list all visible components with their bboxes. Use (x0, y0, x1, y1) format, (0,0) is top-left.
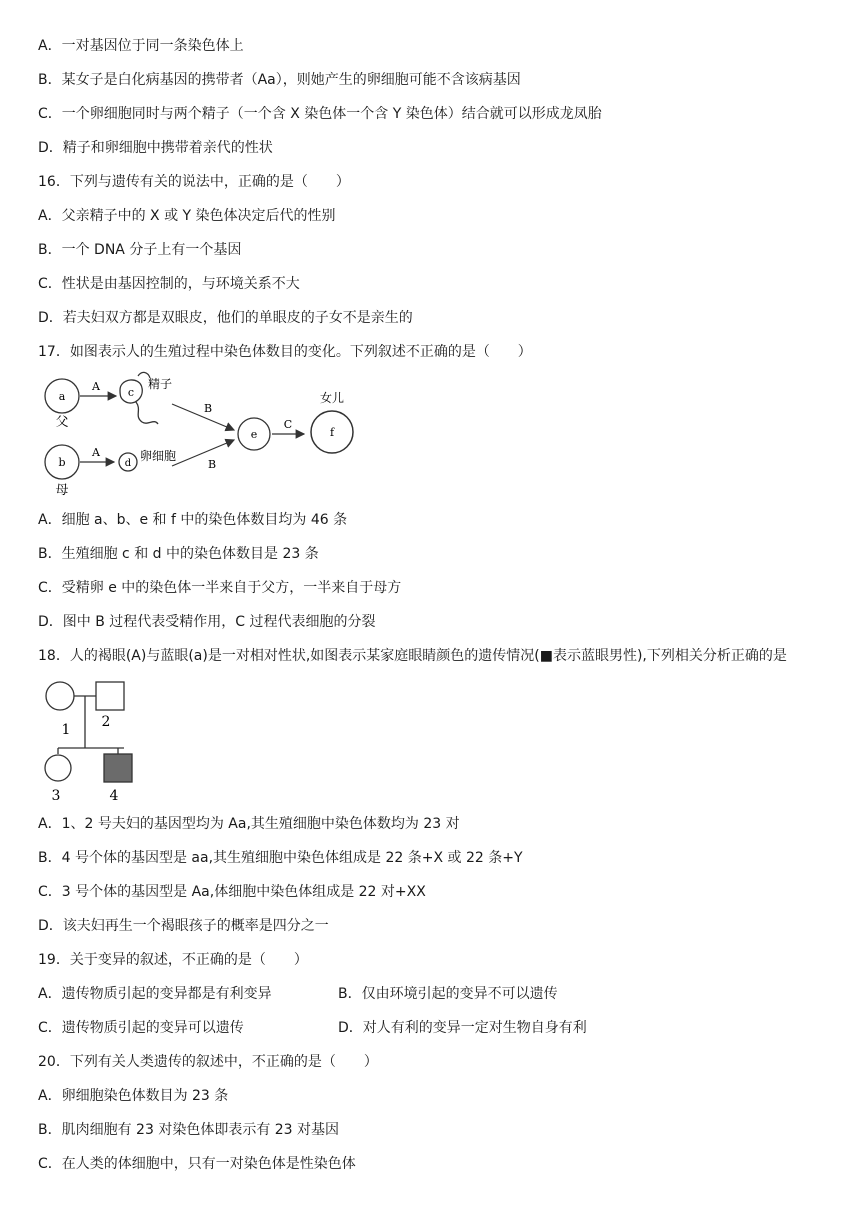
process-b-top: B (203, 402, 213, 415)
q18-stem: 18．人的褐眼(A)与蓝眼(a)是一对相对性状,如图表示某家庭眼睛颜色的遗传情况(■表示蓝眼男性),下列相关分析正确的是 (38, 648, 787, 664)
q19-option-d: D．对人有利的变异一定对生物自身有利 (338, 1020, 587, 1036)
mother-label: 母 (55, 483, 69, 498)
cell-c-label: c (127, 386, 135, 399)
q19-option-a: A．遗传物质引起的变异都是有利变异 (38, 986, 272, 1002)
q16-option-d: D．若夫妇双方都是双眼皮，他们的单眼皮的子女不是亲生的 (38, 310, 413, 326)
individual-4-label: 4 (109, 788, 119, 804)
q17-option-b: B．生殖细胞 c 和 d 中的染色体数目是 23 条 (38, 546, 319, 562)
q18-option-a: A．1、2 号夫妇的基因型均为 Aa,其生殖细胞中染色体数均为 23 对 (38, 816, 460, 832)
q16-stem: 16．下列与遗传有关的说法中，正确的是（ ） (38, 174, 350, 190)
father-label: 父 (55, 415, 69, 430)
q19-stem: 19．关于变异的叙述，不正确的是（ ） (38, 952, 308, 968)
cell-d-label: d (124, 458, 132, 469)
individual-2-male (96, 682, 124, 710)
q15-option-a: A．一对基因位于同一条染色体上 (38, 38, 244, 54)
process-a-bottom: A (92, 446, 100, 459)
individual-3-label: 3 (51, 788, 61, 804)
q18-option-d: D．该夫妇再生一个褐眼孩子的概率是四分之一 (38, 918, 329, 934)
q17-option-a: A．细胞 a、b、e 和 f 中的染色体数目均为 46 条 (38, 512, 348, 528)
q20-option-b: B．肌肉细胞有 23 对染色体即表示有 23 对基因 (38, 1122, 340, 1138)
q15-option-b: B．某女子是白化病基因的携带者（Aa），则她产生的卵细胞可能不含该病基因 (38, 72, 521, 88)
daughter-label: 女儿 (319, 391, 345, 405)
sperm-label: 精子 (148, 377, 173, 391)
arrow-b-bottom (172, 440, 234, 466)
process-a-top: A (92, 380, 100, 393)
q20-stem: 20．下列有关人类遗传的叙述中，不正确的是（ ） (38, 1054, 378, 1070)
individual-3-female (45, 755, 71, 781)
process-b-bottom: B (207, 458, 217, 471)
cell-b-label: b (58, 456, 66, 469)
q20-option-a: A．卵细胞染色体数目为 23 条 (38, 1088, 229, 1104)
q19-option-c: C．遗传物质引起的变异可以遗传 (38, 1020, 244, 1036)
q17-stem: 17．如图表示人的生殖过程中染色体数目的变化。下列叙述不正确的是（ ） (38, 344, 532, 360)
individual-2-label: 2 (101, 714, 111, 730)
q18-option-b: B．4 号个体的基因型是 aa,其生殖细胞中染色体组成是 22 条+X 或 22 条+Y (38, 850, 523, 866)
pedigree-chart (38, 676, 148, 804)
cell-a-label: a (58, 390, 66, 403)
individual-1-female (46, 682, 74, 710)
q17-option-c: C．受精卵 e 中的染色体一半来自于父方，一半来自于母方 (38, 580, 402, 596)
individual-1-label: 1 (61, 722, 71, 738)
q16-option-c: C．性状是由基因控制的，与环境关系不大 (38, 276, 300, 292)
q15-option-c: C．一个卵细胞同时与两个精子（一个含 X 染色体一个含 Y 染色体）结合就可以形成龙凤胎 (38, 106, 602, 122)
process-c: C (283, 418, 293, 431)
reproduction-diagram (38, 368, 368, 500)
q20-option-c: C．在人类的体细胞中，只有一对染色体是性染色体 (38, 1156, 356, 1172)
q15-option-d: D．精子和卵细胞中携带着亲代的性状 (38, 140, 273, 156)
cell-e-label: e (250, 428, 258, 441)
egg-label: 卵细胞 (140, 449, 177, 463)
q16-option-a: A．父亲精子中的 X 或 Y 染色体决定后代的性别 (38, 208, 336, 224)
q18-option-c: C．3 号个体的基因型是 Aa,体细胞中染色体组成是 22 对+XX (38, 884, 426, 900)
q16-option-b: B．一个 DNA 分子上有一个基因 (38, 242, 242, 258)
q17-option-d: D．图中 B 过程代表受精作用，C 过程代表细胞的分裂 (38, 614, 376, 630)
cell-f-label: f (329, 426, 335, 439)
individual-4-male-affected (104, 754, 132, 782)
q19-option-b: B．仅由环境引起的变异不可以遗传 (338, 986, 558, 1002)
